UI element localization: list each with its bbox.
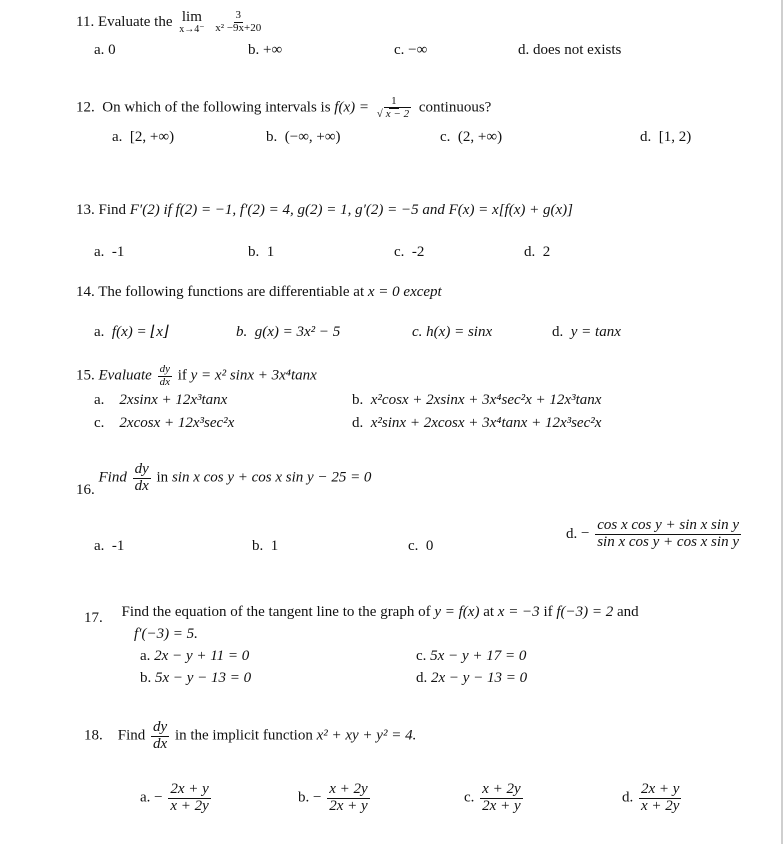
q12-option-c[interactable] — [440, 127, 502, 147]
q17-line2: f′(−3) = 5. — [134, 626, 198, 642]
frac-num: 2x + y — [641, 781, 680, 797]
q12-tail: continuous? — [418, 99, 492, 116]
option-letter: a. — [140, 648, 151, 664]
q18-stem — [84, 720, 416, 753]
q11-frac-num: 3 — [235, 9, 242, 22]
frac-num: x + 2y — [482, 781, 521, 797]
option-letter: a. — [94, 324, 105, 340]
option-text: g(x) = 3x² − 5 — [254, 324, 341, 340]
q18-tail: in the implicit function — [174, 727, 313, 744]
option-text: (−∞, +∞) — [284, 129, 341, 145]
q13-option-b[interactable] — [248, 242, 274, 262]
option-letter: c. — [394, 244, 405, 260]
q13-option-c[interactable] — [394, 242, 424, 262]
q18-option-a[interactable] — [140, 782, 213, 815]
q16-option-a[interactable] — [94, 536, 124, 556]
option-letter: d. — [416, 670, 428, 686]
q12-option-a[interactable] — [112, 127, 174, 147]
option-letter: c. — [408, 538, 419, 554]
q17-option-d[interactable] — [416, 668, 527, 688]
option-text: 2x − y − 13 = 0 — [431, 670, 528, 686]
lim-subscript: x→4⁻ — [179, 24, 205, 35]
frac-den: 2x + y — [482, 797, 521, 814]
q12-text: On which of the following intervals is — [102, 99, 331, 116]
q11-option-a[interactable] — [94, 40, 116, 60]
option-text: -2 — [411, 244, 425, 260]
option-letter: c. — [394, 42, 405, 58]
option-letter: c. — [412, 324, 423, 340]
q16-d-num: cos x cos y + sin x sin y — [597, 517, 739, 533]
option-letter: b. — [252, 538, 264, 554]
q14-option-c[interactable] — [412, 322, 492, 342]
q17-number: 17. — [84, 610, 103, 626]
q15-frac-num: dy — [159, 363, 170, 375]
q13-option-d[interactable] — [524, 242, 550, 262]
q18-expression: x² + xy + y² = 4. — [316, 727, 417, 744]
q12-radicand: x − 2 — [385, 107, 410, 120]
q12-stem — [76, 96, 491, 120]
q13-stem — [76, 200, 573, 220]
q12-fx: f(x) = — [334, 99, 369, 116]
q15-number: 15. — [76, 367, 95, 384]
q14-number: 14. — [76, 284, 95, 300]
q18-option-b[interactable] — [298, 782, 372, 815]
q11-fraction — [213, 10, 263, 34]
option-letter: b. — [298, 789, 310, 806]
q15-fraction — [158, 364, 172, 388]
q16-stem — [76, 461, 372, 498]
option-text: [1, 2) — [658, 129, 692, 145]
q15-option-b[interactable] — [352, 390, 601, 410]
q17-option-b[interactable] — [140, 668, 251, 688]
frac-num: 2x + y — [170, 781, 209, 797]
option-text: f(x) = ⌊x⌋ — [111, 324, 169, 340]
q11-limit — [179, 10, 204, 35]
q13-text: Find — [98, 202, 127, 218]
q15-stem — [76, 364, 317, 388]
frac-den: x + 2y — [170, 797, 209, 814]
q11-option-d[interactable] — [518, 40, 621, 60]
q16-d-fraction — [595, 518, 741, 551]
option-letter: a. — [94, 392, 105, 408]
option-letter: b. — [248, 244, 260, 260]
option-text: (2, +∞) — [457, 129, 503, 145]
q14-option-d[interactable] — [552, 322, 621, 342]
q16-number: 16. — [76, 481, 95, 498]
q16-frac-den: dx — [134, 477, 149, 494]
frac-den: x + 2y — [641, 797, 680, 814]
q17-if: if — [543, 604, 553, 620]
q12-option-b[interactable] — [266, 127, 341, 147]
option-letter: b. — [236, 324, 248, 340]
q17-at: at — [483, 604, 495, 620]
option-letter: d. — [552, 324, 564, 340]
option-letter: c. — [440, 129, 451, 145]
lim-word: lim — [181, 9, 202, 25]
q14-stem — [76, 282, 442, 302]
option-letter: d. — [352, 415, 364, 431]
q18-d-fraction — [639, 782, 681, 815]
option-text: 0 — [108, 42, 116, 58]
minus-sign: − — [313, 789, 322, 806]
option-letter: c. — [94, 415, 105, 431]
q18-option-c[interactable] — [464, 782, 525, 815]
q18-fraction — [151, 720, 169, 753]
option-letter: d. — [622, 789, 634, 806]
option-text: 5x − y − 13 = 0 — [155, 670, 252, 686]
q11-option-c[interactable] — [394, 40, 427, 60]
q17-text: Find the equation of the tangent line to the graph of — [121, 604, 431, 620]
q17-option-c[interactable] — [416, 646, 526, 666]
q18-text: Find — [117, 727, 146, 744]
q16-d-den: sin x cos y + cos x sin y — [597, 533, 739, 550]
option-letter: a. — [94, 244, 105, 260]
q15-option-c[interactable] — [94, 413, 234, 433]
option-text: 1 — [270, 538, 279, 554]
q16-frac-num: dy — [134, 461, 149, 477]
q14-option-a[interactable] — [94, 322, 169, 342]
q13-expression: F′(2) if f(2) = −1, f′(2) = 4, g(2) = 1, g′(2) = −5 and F(x) = x[f(x) + g(x)] — [129, 202, 573, 218]
frac-den: 2x + y — [329, 797, 368, 814]
q13-number: 13. — [76, 202, 95, 218]
option-letter: d. — [518, 42, 530, 58]
q18-frac-den: dx — [153, 735, 168, 752]
option-text: -1 — [111, 538, 125, 554]
option-letter: d. — [524, 244, 536, 260]
q15-option-d[interactable] — [352, 413, 601, 433]
frac-num: x + 2y — [329, 781, 368, 797]
q16-fraction — [133, 462, 151, 495]
q15-if: if — [177, 367, 187, 384]
q12-option-d[interactable] — [640, 127, 691, 147]
q18-number: 18. — [84, 727, 103, 744]
q11-option-b[interactable] — [248, 40, 282, 60]
q16-in: in — [156, 469, 169, 486]
q11-text: Evaluate the — [97, 13, 173, 30]
q17-f-eq: f(−3) = 2 — [556, 604, 614, 620]
option-text: y = tanx — [570, 324, 621, 340]
q18-option-d[interactable] — [622, 782, 683, 815]
q17-option-a[interactable] — [140, 646, 249, 666]
option-letter: c. — [464, 789, 475, 806]
option-text: 2 — [542, 244, 551, 260]
option-text: h(x) = sinx — [426, 324, 493, 340]
q14-text: The following functions are differentiable at — [98, 284, 365, 300]
option-letter: a. — [94, 538, 105, 554]
q11-frac-den: x² −9x+20 — [215, 22, 262, 34]
option-letter: a. — [140, 789, 151, 806]
option-letter: d. — [640, 129, 652, 145]
q17-stem — [84, 602, 639, 626]
q18-c-fraction — [480, 782, 522, 815]
option-letter: a. — [94, 42, 105, 58]
q15-expression: y = x² sinx + 3x⁴tanx — [190, 367, 317, 384]
option-text: [2, +∞) — [129, 129, 175, 145]
option-text: 2x − y + 11 = 0 — [154, 648, 250, 664]
option-text: +∞ — [263, 42, 283, 58]
option-letter: b. — [352, 392, 364, 408]
q17-x-eq: x = −3 — [497, 604, 540, 620]
q16-option-c[interactable] — [408, 536, 433, 556]
q11-stem — [76, 10, 265, 35]
q12-number: 12. — [76, 99, 95, 116]
q17-y-eq: y = f(x) — [434, 604, 480, 620]
option-text: 2xsinx + 12x³tanx — [119, 392, 228, 408]
option-letter: b. — [266, 129, 278, 145]
option-text: -1 — [111, 244, 125, 260]
option-text: does not exists — [533, 42, 622, 58]
option-letter: b. — [140, 670, 152, 686]
option-text: x²cosx + 2xsinx + 3x⁴sec²x + 12x³tanx — [370, 392, 602, 408]
q11-number: 11. — [76, 13, 95, 30]
q16-expression: sin x cos y + cos x sin y − 25 = 0 — [171, 469, 372, 486]
option-text: 1 — [266, 244, 275, 260]
q14-option-b[interactable] — [236, 322, 340, 342]
q12-frac-num: 1 — [391, 95, 397, 107]
option-text: −∞ — [408, 42, 428, 58]
q18-b-fraction — [327, 782, 369, 815]
q13-option-a[interactable] — [94, 242, 124, 262]
q15-frac-den: dx — [159, 375, 170, 388]
option-text: 2xcosx + 12x³sec²x — [119, 415, 235, 431]
option-text: 0 — [425, 538, 434, 554]
q16-option-d[interactable] — [566, 518, 743, 551]
q12-frac-den: √ x − 2 — [376, 107, 410, 120]
minus-sign: − — [154, 789, 163, 806]
q15-text: Evaluate — [98, 367, 152, 384]
q15-option-a[interactable] — [94, 390, 227, 410]
q16-text: Find — [98, 469, 127, 486]
q17-and: and — [617, 604, 639, 620]
q16-option-b[interactable] — [252, 536, 278, 556]
option-letter: b. — [248, 42, 260, 58]
option-text: 5x − y + 17 = 0 — [430, 648, 527, 664]
q18-a-fraction — [168, 782, 210, 815]
q18-frac-num: dy — [153, 719, 168, 735]
option-letter: c. — [416, 648, 427, 664]
option-letter: a. — [112, 129, 123, 145]
option-text: x²sinx + 2xcosx + 3x⁴tanx + 12x³sec²x — [370, 415, 602, 431]
minus-sign: − — [581, 525, 590, 542]
q12-fraction — [375, 96, 413, 120]
q14-expression: x = 0 except — [367, 284, 442, 300]
option-letter: d. — [566, 525, 578, 542]
